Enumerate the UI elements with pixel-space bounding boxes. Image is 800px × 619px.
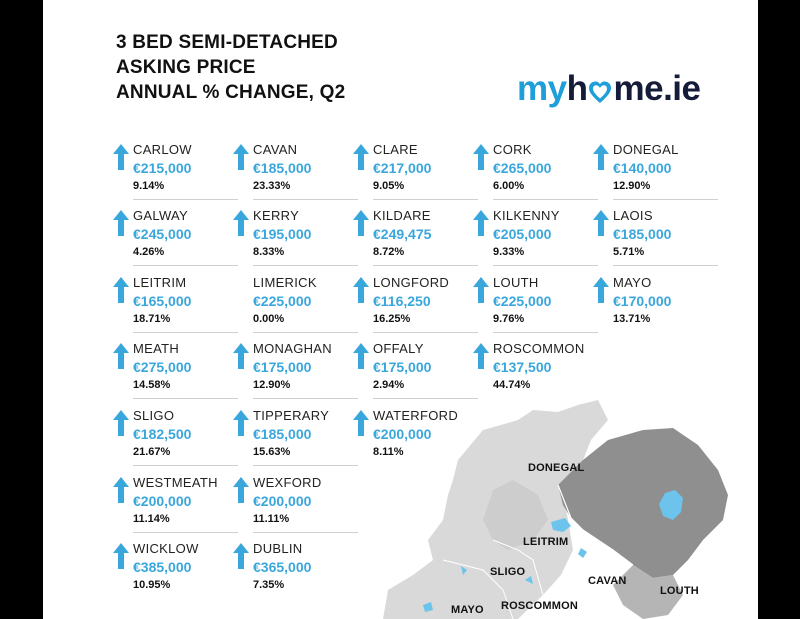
county-name: GALWAY xyxy=(133,208,189,223)
county-name: CLARE xyxy=(373,142,418,157)
county-price: €385,000 xyxy=(133,559,192,575)
county-change: 8.33% xyxy=(253,246,285,258)
title-line-3: ANNUAL % CHANGE, Q2 xyxy=(116,82,346,103)
arrow-up-icon xyxy=(113,410,129,436)
county-change: 10.95% xyxy=(133,579,171,591)
county-name: DONEGAL xyxy=(613,142,679,157)
arrow-up-icon xyxy=(593,144,609,170)
county-change: 23.33% xyxy=(253,180,291,192)
county-name: LEITRIM xyxy=(133,275,187,290)
county-change: 6.00% xyxy=(493,180,525,192)
county-name: WICKLOW xyxy=(133,541,199,556)
county-change: 0.00% xyxy=(253,313,285,325)
county-name: LIMERICK xyxy=(253,275,317,290)
county-name: KILKENNY xyxy=(493,208,560,223)
county-cell xyxy=(113,408,223,468)
county-name: CAVAN xyxy=(253,142,298,157)
arrow-up-icon xyxy=(473,144,489,170)
arrow-up-icon xyxy=(113,277,129,303)
row-divider xyxy=(253,532,358,533)
county-price: €275,000 xyxy=(133,359,192,375)
county-price: €116,250 xyxy=(373,293,431,309)
county-change: 9.33% xyxy=(493,246,525,258)
row-divider xyxy=(613,265,718,266)
county-price: €365,000 xyxy=(253,559,312,575)
county-name: WESTMEATH xyxy=(133,475,218,490)
county-change: 11.11% xyxy=(253,513,290,525)
county-cell xyxy=(353,408,463,468)
county-name: TIPPERARY xyxy=(253,408,330,423)
county-change: 12.90% xyxy=(253,379,291,391)
row-divider xyxy=(133,199,238,200)
county-price: €185,000 xyxy=(253,160,312,176)
arrow-up-icon xyxy=(233,543,249,569)
county-change: 4.26% xyxy=(133,246,165,258)
county-cell xyxy=(353,341,463,401)
county-cell xyxy=(473,142,583,202)
county-name: DUBLIN xyxy=(253,541,303,556)
row-divider xyxy=(493,265,598,266)
county-name: LOUTH xyxy=(493,275,539,290)
county-price: €175,000 xyxy=(373,359,432,375)
arrow-up-icon xyxy=(353,410,369,436)
county-name: MONAGHAN xyxy=(253,341,332,356)
arrow-up-icon xyxy=(233,210,249,236)
county-name: CARLOW xyxy=(133,142,192,157)
county-price: €200,000 xyxy=(133,493,192,509)
county-change: 15.63% xyxy=(253,446,291,458)
county-name: MEATH xyxy=(133,341,180,356)
row-divider xyxy=(133,265,238,266)
county-cell xyxy=(113,541,223,601)
county-change: 7.35% xyxy=(253,579,285,591)
county-change: 2.94% xyxy=(373,379,405,391)
map-label-mayo: MAYO xyxy=(451,604,484,616)
row-divider xyxy=(373,265,478,266)
row-divider xyxy=(133,532,238,533)
row-divider xyxy=(253,332,358,333)
arrow-up-icon xyxy=(233,477,249,503)
map-label-sligo: SLIGO xyxy=(490,566,526,578)
row-divider xyxy=(373,199,478,200)
county-price: €200,000 xyxy=(253,493,312,509)
arrow-up-icon xyxy=(113,543,129,569)
row-divider xyxy=(493,332,598,333)
arrow-up-icon xyxy=(113,144,129,170)
map-label-louth: LOUTH xyxy=(660,585,699,597)
county-price: €137,500 xyxy=(493,359,552,375)
row-divider xyxy=(373,332,478,333)
county-name: KILDARE xyxy=(373,208,431,223)
row-divider xyxy=(253,265,358,266)
arrow-up-icon xyxy=(353,144,369,170)
county-price: €185,000 xyxy=(613,226,672,242)
county-change: 13.71% xyxy=(613,313,651,325)
county-cell xyxy=(233,475,343,535)
county-cell xyxy=(113,475,223,535)
county-cell xyxy=(113,341,223,401)
map-label-cavan: CAVAN xyxy=(588,575,627,587)
myhome-logo xyxy=(517,70,700,106)
row-divider xyxy=(373,398,478,399)
row-divider xyxy=(253,398,358,399)
county-price: €140,000 xyxy=(613,160,672,176)
arrow-up-icon xyxy=(353,210,369,236)
county-price: €215,000 xyxy=(133,160,192,176)
county-price: €225,000 xyxy=(493,293,552,309)
county-price: €205,000 xyxy=(493,226,552,242)
county-price: €175,000 xyxy=(253,359,312,375)
arrow-up-icon xyxy=(233,343,249,369)
arrow-up-icon xyxy=(353,343,369,369)
county-change: 9.76% xyxy=(493,313,525,325)
arrow-up-icon xyxy=(113,343,129,369)
county-name: CORK xyxy=(493,142,532,157)
county-cell xyxy=(473,208,583,268)
county-cell xyxy=(473,341,583,401)
county-change: 16.25% xyxy=(373,313,411,325)
arrow-up-icon xyxy=(473,277,489,303)
county-change: 14.58% xyxy=(133,379,171,391)
county-cell xyxy=(353,208,463,268)
row-divider xyxy=(493,199,598,200)
county-name: ROSCOMMON xyxy=(493,341,585,356)
infographic-title xyxy=(116,30,456,105)
county-cell xyxy=(113,275,223,335)
row-divider xyxy=(253,199,358,200)
row-divider xyxy=(133,398,238,399)
row-divider xyxy=(613,199,718,200)
county-price: €265,000 xyxy=(493,160,552,176)
county-cell xyxy=(593,142,703,202)
county-price: €182,500 xyxy=(133,426,192,442)
county-change: 18.71% xyxy=(133,313,171,325)
county-price: €225,000 xyxy=(253,293,312,309)
arrow-up-icon xyxy=(113,477,129,503)
county-cell xyxy=(233,408,343,468)
arrow-up-icon xyxy=(593,277,609,303)
map-label-leitrim: LEITRIM xyxy=(523,536,569,548)
title-line-1: 3 BED SEMI-DETACHED xyxy=(116,32,338,53)
county-price: €185,000 xyxy=(253,426,312,442)
county-change: 9.14% xyxy=(133,180,165,192)
county-change: 9.05% xyxy=(373,180,405,192)
county-change: 44.74% xyxy=(493,379,531,391)
county-price: €195,000 xyxy=(253,226,312,242)
county-name: LONGFORD xyxy=(373,275,450,290)
logo-text-h: h xyxy=(566,69,588,108)
row-divider xyxy=(133,465,238,466)
county-cell xyxy=(233,142,343,202)
map-lake-small-1 xyxy=(578,548,587,558)
county-cell xyxy=(353,142,463,202)
county-cell xyxy=(113,142,223,202)
county-price: €249,475 xyxy=(373,226,432,242)
title-line-2: ASKING PRICE xyxy=(116,57,256,78)
arrow-up-icon xyxy=(593,210,609,236)
county-change: 21.67% xyxy=(133,446,171,458)
map-label-donegal: DONEGAL xyxy=(528,462,585,474)
arrow-up-icon xyxy=(473,343,489,369)
logo-text-me-ie: me.ie xyxy=(613,69,701,108)
arrow-up-icon xyxy=(233,144,249,170)
heart-o-icon xyxy=(588,80,612,106)
county-cell xyxy=(233,341,343,401)
county-change: 8.11% xyxy=(373,446,404,458)
county-price: €170,000 xyxy=(613,293,672,309)
county-name: MAYO xyxy=(613,275,652,290)
county-cell xyxy=(593,275,703,335)
county-name: KERRY xyxy=(253,208,300,223)
arrow-up-icon xyxy=(113,210,129,236)
row-divider xyxy=(133,332,238,333)
county-cell xyxy=(233,275,343,335)
infographic-card xyxy=(43,0,758,619)
county-name: LAOIS xyxy=(613,208,653,223)
county-change: 12.90% xyxy=(613,180,651,192)
arrow-up-icon xyxy=(473,210,489,236)
county-price: €200,000 xyxy=(373,426,432,442)
county-price: €217,000 xyxy=(373,160,432,176)
county-change: 11.14% xyxy=(133,513,170,525)
county-name: SLIGO xyxy=(133,408,175,423)
county-cell xyxy=(593,208,703,268)
county-change: 8.72% xyxy=(373,246,405,258)
county-price: €165,000 xyxy=(133,293,192,309)
arrow-up-icon xyxy=(233,410,249,436)
logo-text-my: my xyxy=(517,69,567,108)
county-name: WATERFORD xyxy=(373,408,459,423)
county-cell xyxy=(113,208,223,268)
map-label-roscommon: ROSCOMMON xyxy=(501,600,578,612)
county-cell xyxy=(473,275,583,335)
row-divider xyxy=(253,465,358,466)
county-name: OFFALY xyxy=(373,341,424,356)
county-change: 5.71% xyxy=(613,246,645,258)
county-cell xyxy=(233,541,343,601)
county-cell xyxy=(353,275,463,335)
county-name: WEXFORD xyxy=(253,475,322,490)
county-cell xyxy=(233,208,343,268)
arrow-up-icon xyxy=(353,277,369,303)
county-price: €245,000 xyxy=(133,226,192,242)
